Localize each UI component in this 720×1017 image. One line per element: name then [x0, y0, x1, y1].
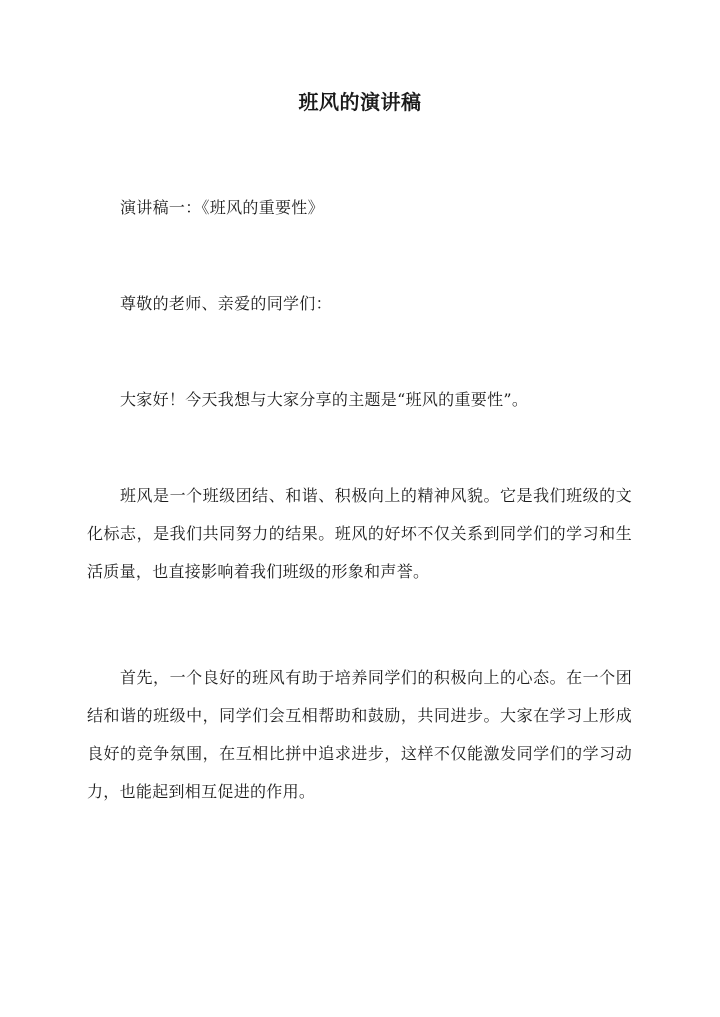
speech-heading: 演讲稿一：《班风的重要性》 — [120, 198, 324, 217]
salutation: 尊敬的老师、亲爱的同学们： — [120, 294, 332, 313]
document-title: 班风的演讲稿 — [298, 90, 422, 114]
body-paragraph: 首先，一个良好的班风有助于培养同学们的积极向上的心态。在一个团结和谐的班级中，同学们会互相帮助和鼓励，共同进步。大家在学习上形成良好的竞争氛围，在互相比拼中追求进步，这样不仅能激发同学们的学习动力，也能起到相互促进的作用。 — [87, 668, 632, 801]
opening-paragraph: 大家好！今天我想与大家分享的主题是“班风的重要性”。 — [120, 390, 529, 409]
body-paragraph: 班风是一个班级团结、和谐、积极向上的精神风貌。它是我们班级的文化标志，是我们共同努力的结果。班风的好坏不仅关系到同学们的学习和生活质量，也直接影响着我们班级的形象和声誉。 — [87, 486, 632, 581]
